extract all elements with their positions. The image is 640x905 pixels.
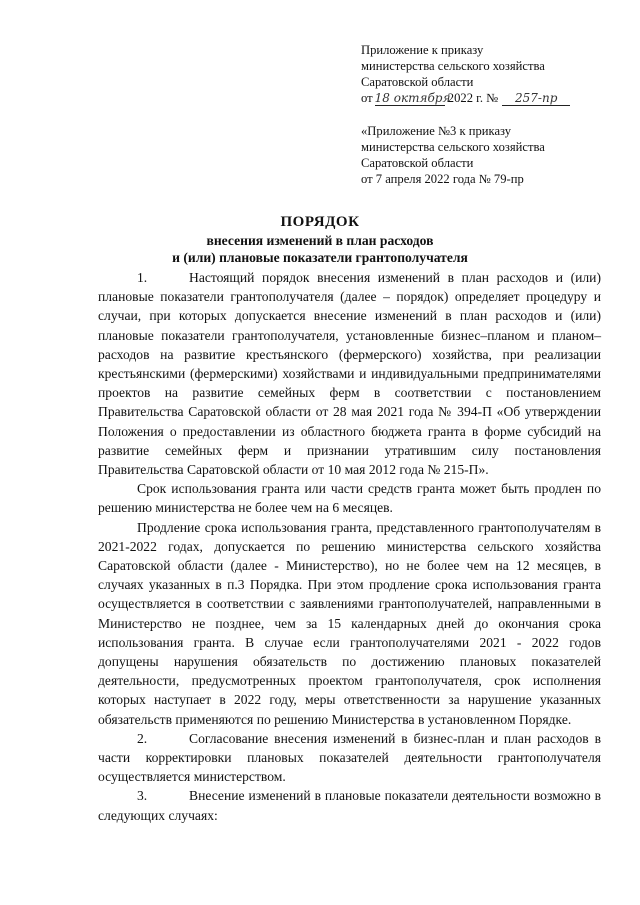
- document-subtitle: и (или) плановые показатели грантополучателя: [172, 250, 468, 265]
- paragraph-text: Внесение изменений в плановые показатели деятельности возможно в следующих случаях:: [98, 788, 601, 823]
- document-heading: [0, 212, 640, 266]
- item-number: 1.: [137, 270, 148, 285]
- paragraph-1: [98, 268, 601, 479]
- paragraph-2: Срок использования гранта или части средств гранта может быть продлен по решению министерства не более чем на 6 месяцев.: [98, 481, 601, 516]
- appendix-line: Саратовской области: [361, 156, 474, 170]
- appendix-line: Саратовской области: [361, 75, 474, 89]
- appendix-line: от 7 апреля 2022 года № 79-пр: [361, 172, 524, 186]
- paragraph-4: [98, 729, 601, 787]
- paragraph-text: Согласование внесения изменений в бизнес-план и план расходов в части корректировки плановых показателей деятельности грантополучателя осуществляется министерством.: [98, 730, 601, 785]
- appendix-line: министерства сельского хозяйства: [361, 59, 545, 73]
- year-text: 2022 г. №: [447, 91, 499, 105]
- appendix-line: «Приложение №3 к приказу: [361, 124, 512, 138]
- handwritten-date: 18 октября: [374, 91, 451, 105]
- paragraph-5: [98, 786, 601, 824]
- appendix-line: министерства сельского хозяйства: [361, 140, 545, 154]
- document-title: ПОРЯДОК: [280, 214, 360, 230]
- order-date-line: [361, 90, 621, 106]
- item-number: 2.: [137, 730, 148, 746]
- appendix-3-note: [361, 123, 621, 187]
- appendix-line: Приложение к приказу: [361, 43, 484, 57]
- paragraph-3: Продление срока использования гранта, представленного грантополучателям в 2021-2022 годах, допускается по решению министерства сельского хозяйства Саратовской области (далее - Министерство), но не более чем на 12 месяцев, в случаях указанных в п.3 Порядка. При этом продление срока использования гранта осуществляется в соответствии с заявлениями грантополучателей, направленными в Министерство не позднее, чем за 15 календарных дней до окончания срока использования гранта. В случае если грантополучателями 2021 - 2022 годов допущены нарушения обязательств по достижению плановых показателей деятельности, предусмотренных проектом грантополучателя, срок исполнения которых наступает в 2022 году, меры ответственности за нарушение указанных обязательств применяются по решению Министерства в установленном Порядке.: [98, 519, 601, 727]
- handwritten-order-number: 257-пр: [502, 92, 570, 106]
- order-appendix-note: [361, 42, 621, 106]
- date-prefix: от: [361, 91, 373, 105]
- item-number: 3.: [137, 788, 148, 804]
- paragraph-text: Настоящий порядок внесения изменений в план расходов и (или) плановые показатели грантополучателя (далее – порядок) определяет процедуру и случаи, при которых допускается внесение изменений в план расходов и (или) плановые показатели грантополучателя, установленные бизнес–планом и планом–расходов на развитие крестьянского (фермерского) хозяйства, при реализации крестьянскими (фермерскими) хозяйствами и индивидуальными предпринимателями проектов на развитие семейных ферм в соответствии с постановлением Правительства Саратовской области от 28 мая 2021 года № 394-П «Об утверждении Положения о предоставлении из областного бюджета гранта в форме субсидий на развитие семейных ферм и признании утратившим силу постановления Правительства Саратовской области от 10 мая 2012 года № 215-П».: [98, 270, 601, 478]
- document-body: [98, 268, 601, 825]
- document-subtitle: внесения изменений в план расходов: [206, 233, 434, 248]
